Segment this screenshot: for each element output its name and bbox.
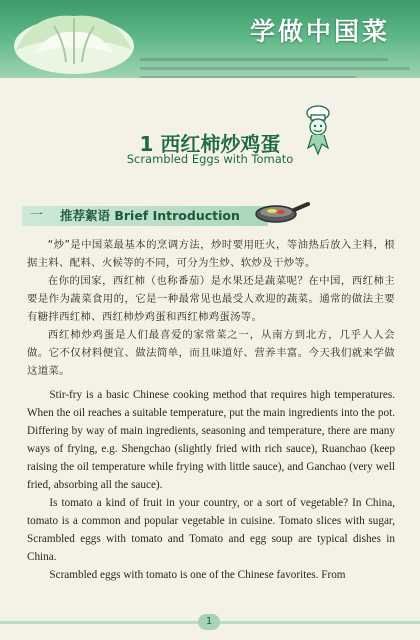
section-dash: 一 <box>30 208 44 223</box>
page-number: 1 <box>198 614 220 630</box>
paragraph: Is tomato a kind of fruit in your country, or a sort of vegetable? In China, tomato is a common and popular vegetable in cuisine. Tomato slices with sugar, Scrambled eggs with tomato and Tomato and egg soup are typical dishes in China. <box>27 497 395 563</box>
paragraph: Scrambled eggs with tomato is one of the Chinese favorites. From <box>49 569 346 581</box>
bleed-through-text <box>140 52 410 78</box>
paragraph: “炒”是中国菜最基本的烹调方法，炒时要用旺火，等油热后放入主料，根据主料、配料、火候等的不同，可分为生炒、软炒及干炒等。 <box>27 239 395 269</box>
chapter-subtitle: Scrambled Eggs with Tomato <box>126 152 294 166</box>
paragraph: 西红柿炒鸡蛋是人们最喜爱的家常菜之一，从南方到北方，几乎人人会做。它不仅材料便宜、做法简单，而且味道好、营养丰富。今天我们就来学做这道菜。 <box>27 329 395 377</box>
page-header <box>0 0 420 78</box>
chapter-title: 1 西红柿炒鸡蛋 <box>139 132 281 156</box>
cabbage-icon <box>4 2 144 78</box>
section-title: 推荐絮语 Brief Introduction <box>60 208 240 223</box>
paragraph: 在你的国家，西红柿（也称番茄）是水果还是蔬菜呢？在中国，西红柿主要是作为蔬菜食用的，它是一种最常见也最受人欢迎的蔬菜。通常的做法主要有糖拌西红柿、西红柿炒鸡蛋和西红柿鸡蛋汤等。 <box>27 275 395 323</box>
paragraph: Stir-fry is a basic Chinese cooking method that requires high temperatures. When the oil reaches a suitable temperature, put the main ingredients into the pot. Differing by way of main ingredients, seasoning and temperature, there are many ways of frying, e.g. Shengchao (slightly fried with rich sauce), Ruanchao (keep raising the oil temperature while frying with little sauce), and Ganchao (very well fried, absorbing all the sauce). <box>27 389 395 491</box>
frying-pan-icon <box>252 196 310 230</box>
body-text <box>27 236 395 584</box>
header-title: 学做中国菜 <box>249 17 390 46</box>
